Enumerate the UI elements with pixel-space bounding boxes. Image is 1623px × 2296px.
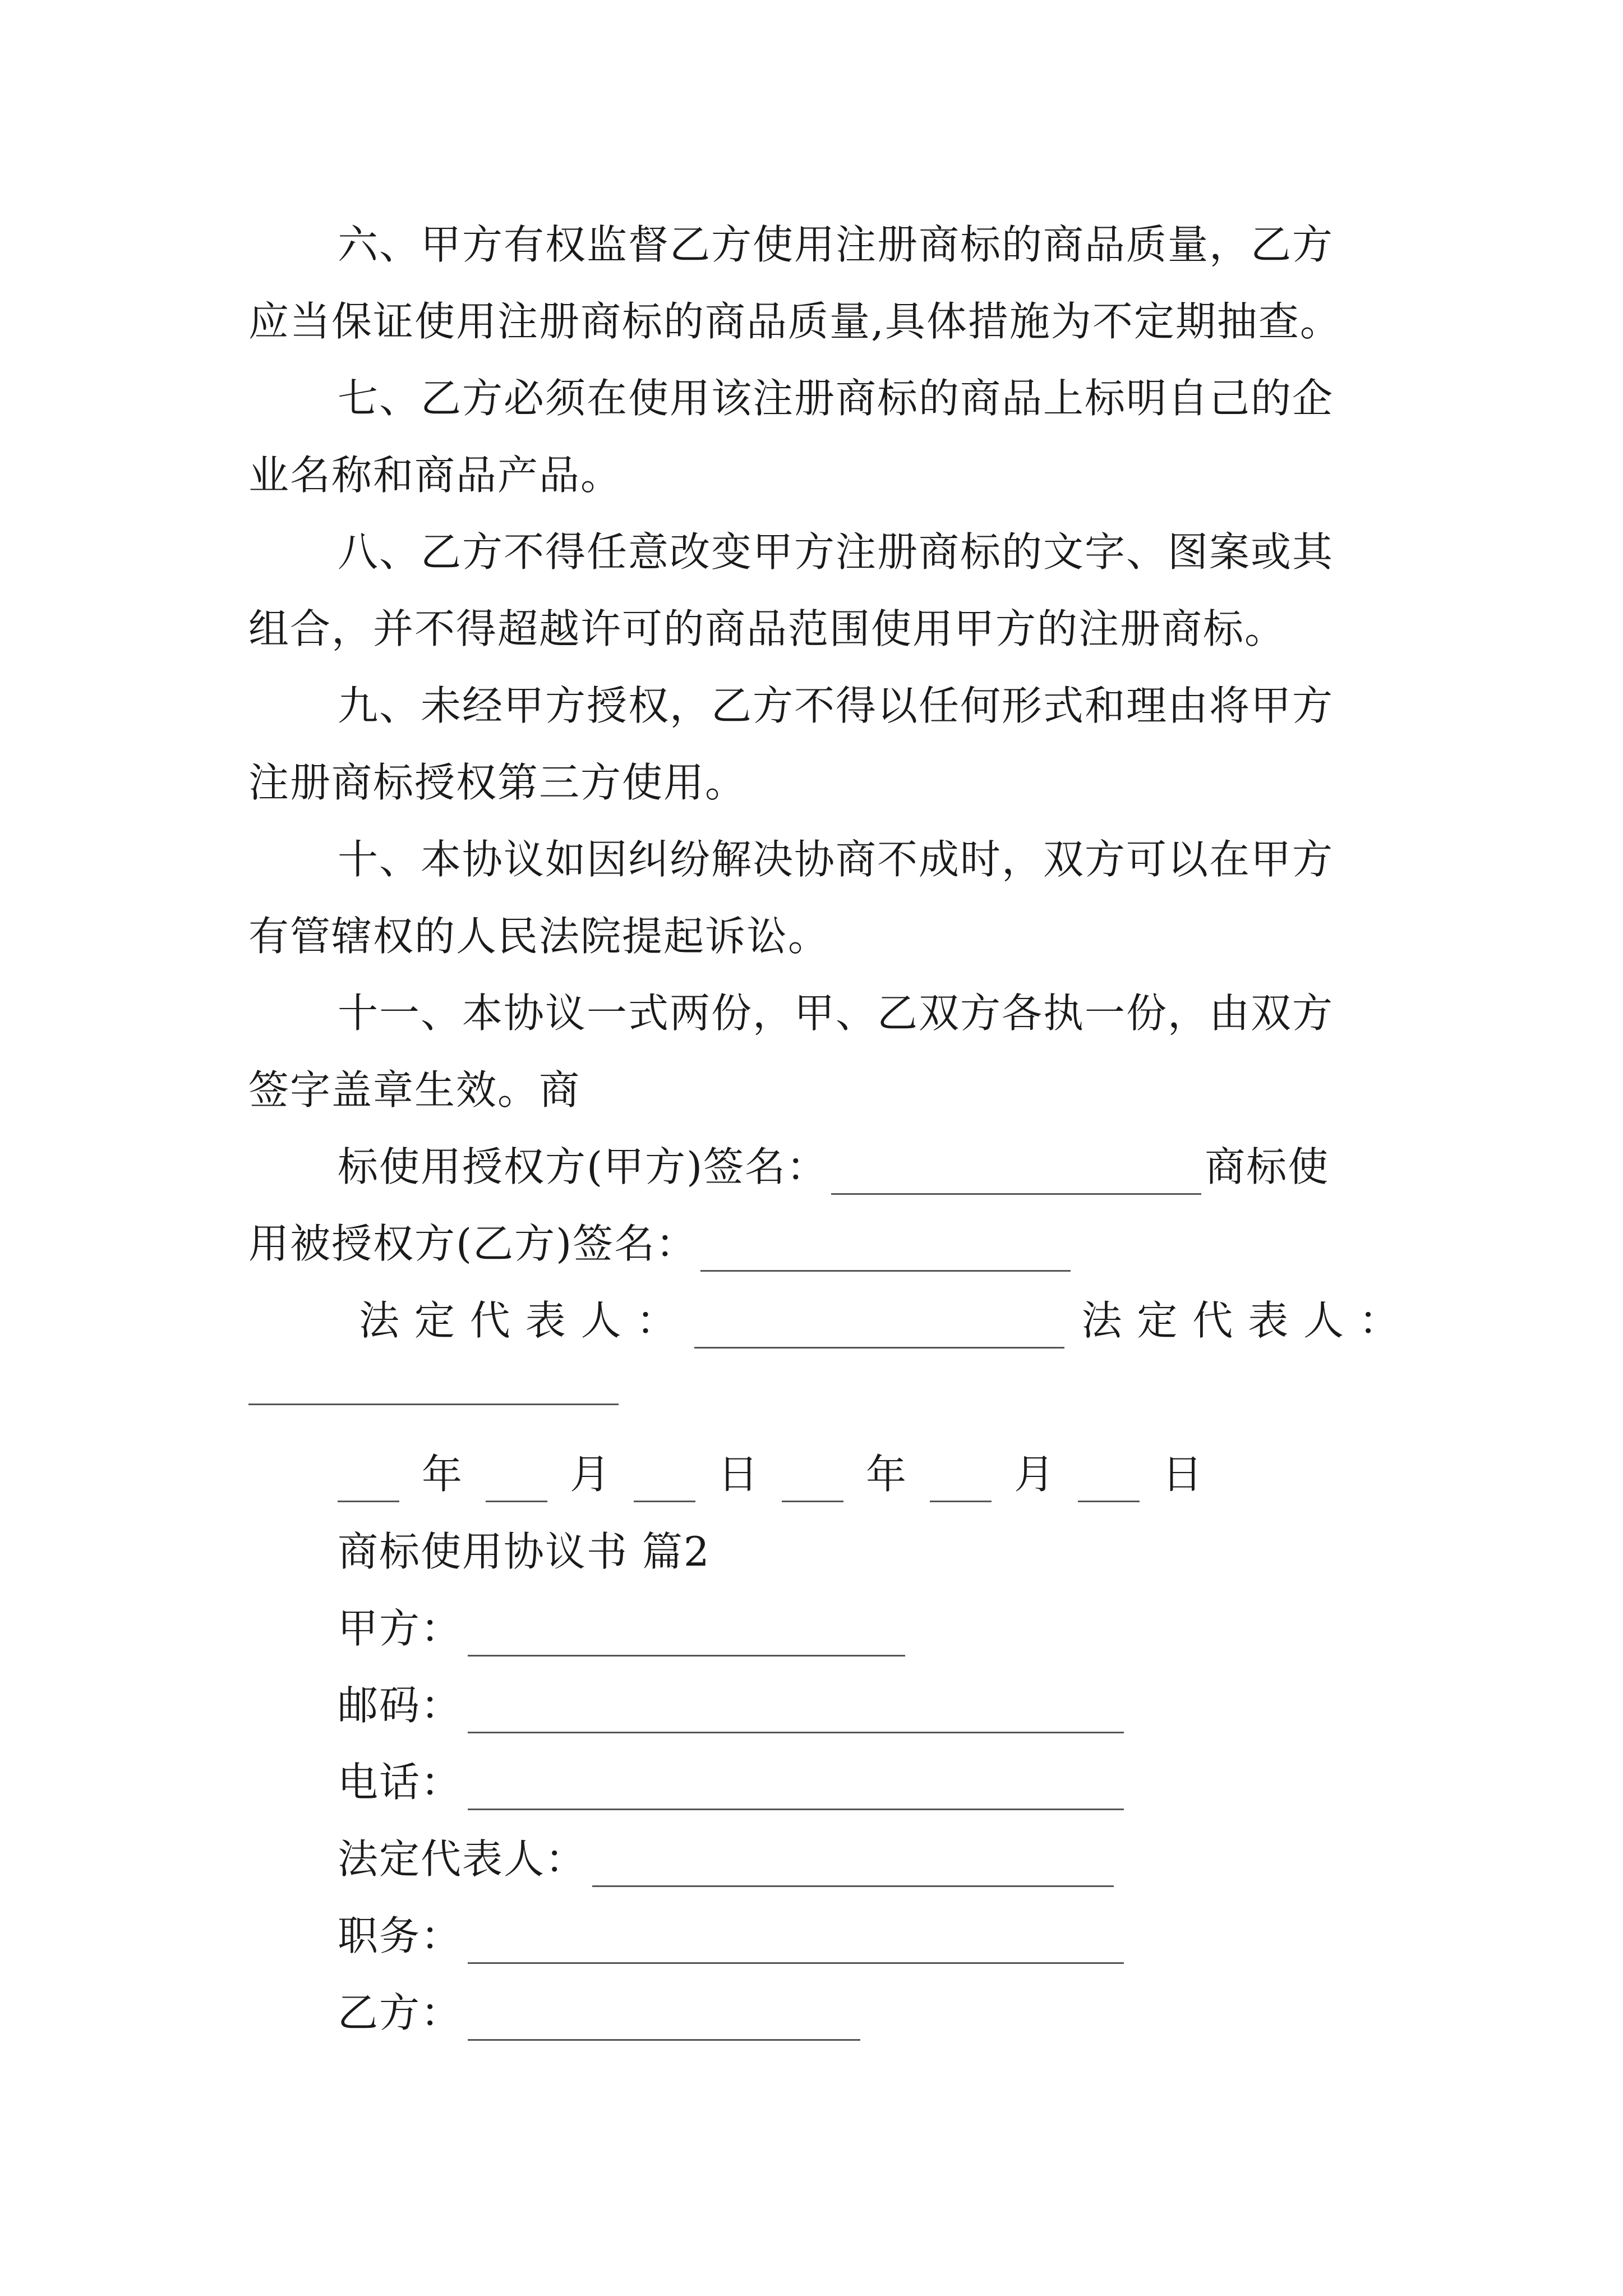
day-blank-b (1078, 1461, 1140, 1502)
article-8-text-2: 组合，并不得超越许可的商品范围使用甲方的注册商标。 (248, 605, 1287, 652)
year-blank-a (338, 1461, 399, 1502)
article-11-line-2 (248, 1062, 580, 1118)
month-label-b: 月 (1014, 1451, 1056, 1498)
position-field (338, 1908, 1127, 1964)
article-9-text-2: 注册商标授权第三方使用。 (248, 759, 747, 806)
article-8-line-1 (338, 524, 1334, 580)
article-11-line-1 (338, 985, 1334, 1041)
legal-rep-field-label: 法定代表人： (338, 1835, 587, 1883)
article-6-text-1: 六、甲方有权监督乙方使用注册商标的商品质量，乙方 (338, 221, 1334, 268)
party-b-label: 乙方： (338, 1989, 463, 2036)
position-label: 职务： (338, 1912, 463, 1959)
article-7-text-1: 七、乙方必须在使用该注册商标的商品上标明自己的企 (338, 375, 1334, 422)
article-11-text-2: 签字盖章生效。商 (248, 1066, 581, 1114)
section-2-title (338, 1524, 711, 1580)
article-8-text-1: 八、乙方不得任意改变甲方注册商标的文字、图案或其 (338, 528, 1334, 576)
licensee-signature-label: 用被授权方(乙方)签名： (248, 1220, 698, 1267)
legal-rep-field-blank (592, 1846, 1114, 1887)
party-a-blank (468, 1616, 905, 1657)
date-row (338, 1446, 1226, 1502)
month-blank-a (486, 1461, 547, 1502)
article-7-line-2 (248, 447, 622, 503)
legal-rep-label-a: 法 定 代 表 人 ： (359, 1297, 678, 1344)
legal-rep-blank-b (248, 1404, 619, 1405)
postcode-field (338, 1677, 1127, 1733)
month-blank-b (930, 1461, 992, 1502)
party-a-label: 甲方： (338, 1605, 463, 1652)
article-10-text-2: 有管辖权的人民法院提起诉讼。 (248, 913, 830, 960)
licensee-signature-blank (700, 1231, 1071, 1272)
postcode-blank (468, 1692, 1124, 1733)
licensor-signature-line (338, 1139, 1329, 1195)
article-10-text-1: 十、本协议如因纠纷解决协商不成时，双方可以在甲方 (338, 836, 1334, 883)
article-10-line-2 (248, 908, 829, 964)
licensee-signature-line (248, 1216, 1074, 1272)
phone-label: 电话： (338, 1759, 463, 1806)
legal-rep-label-b: 法 定 代 表 人 ： (1081, 1297, 1400, 1344)
postcode-label: 邮码： (338, 1682, 463, 1729)
section-2-title-text: 商标使用协议书 篇2 (338, 1528, 711, 1575)
article-8-line-2 (248, 601, 1286, 657)
article-7-line-1 (338, 370, 1334, 426)
legal-rep-line (359, 1292, 1400, 1349)
party-b-field (338, 1985, 864, 2041)
day-blank-a (634, 1461, 695, 1502)
day-label-b: 日 (1162, 1451, 1204, 1498)
year-blank-b (782, 1461, 843, 1502)
day-label-a: 日 (718, 1451, 760, 1498)
year-label-b: 年 (866, 1451, 908, 1498)
article-9-text-1: 九、未经甲方授权，乙方不得以任何形式和理由将甲方 (338, 682, 1334, 729)
licensor-signature-tail: 商标使 (1205, 1143, 1330, 1190)
licensor-signature-label: 标使用授权方(甲方)签名： (338, 1143, 828, 1190)
article-6-line-2 (248, 293, 1341, 349)
position-blank (468, 1923, 1124, 1964)
article-7-text-2: 业名称和商品产品。 (248, 452, 623, 499)
party-a-field (338, 1600, 909, 1657)
month-label-a: 月 (570, 1451, 612, 1498)
article-10-line-1 (338, 831, 1334, 887)
article-11-text-1: 十一、本协议一式两份，甲、乙双方各执一份，由双方 (338, 990, 1334, 1037)
licensor-signature-blank (831, 1154, 1201, 1195)
article-9-line-1 (338, 678, 1334, 734)
article-9-line-2 (248, 754, 746, 811)
party-b-blank (468, 2000, 860, 2041)
legal-rep-blank-a (694, 1308, 1064, 1349)
article-6-line-1 (338, 217, 1334, 273)
year-label-a: 年 (422, 1451, 464, 1498)
article-6-text-2: 应当保证使用注册商标的商品质量,具体措施为不定期抽查。 (248, 298, 1341, 345)
legal-rep-field (338, 1831, 1117, 1887)
phone-blank (468, 1769, 1124, 1810)
phone-field (338, 1754, 1127, 1810)
